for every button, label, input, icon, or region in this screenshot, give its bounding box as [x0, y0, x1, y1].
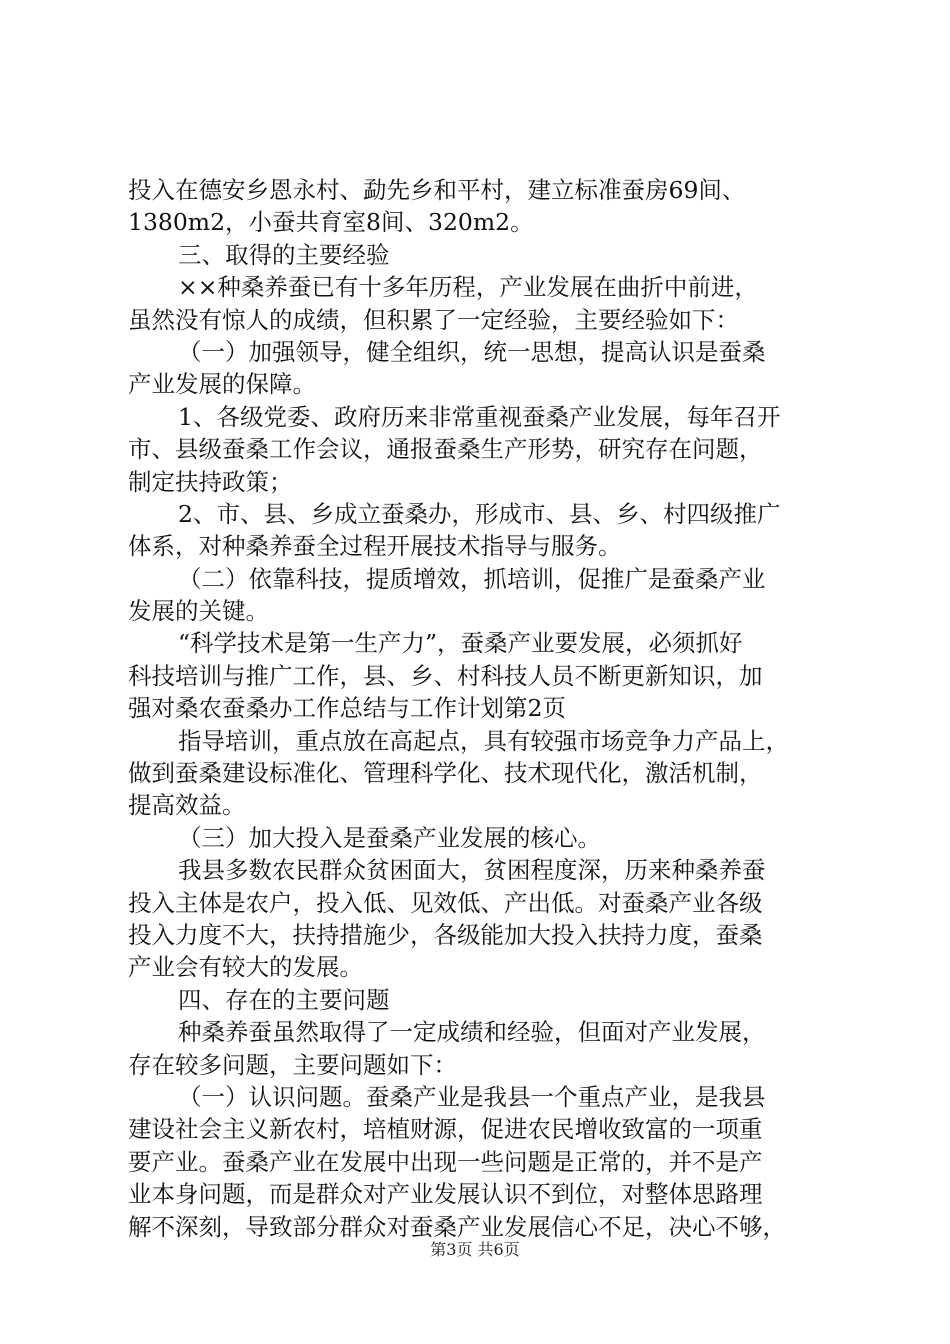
text-line: （三）加大投入是蚕桑产业发展的核心。	[178, 823, 601, 852]
text-line: 虽然没有惊人的成绩，但积累了一定经验，主要经验如下：	[128, 305, 739, 334]
text-line: 要产业。蚕桑产业在发展中出现一些问题是正常的，并不是产	[128, 1147, 763, 1176]
document-body	[128, 174, 840, 1243]
text-line: 建设社会主义新农村，培植财源，促进农民增收致富的一项重	[128, 1115, 763, 1144]
text-line: 制定扶持政策；	[128, 467, 293, 496]
text-line: 指导培训，重点放在高起点，具有较强市场竞争力产品上，	[178, 726, 789, 755]
text-line: ××种桑养蚕已有十多年历程，产业发展在曲折中前进，	[178, 273, 758, 302]
text-line: 发展的关键。	[128, 597, 269, 626]
text-line: 我县多数农民群众贫困面大，贫困程度深，历来种桑养蚕	[178, 856, 766, 885]
text-line: 做到蚕桑建设标准化、管理科学化、技术现代化，激活机制，	[128, 759, 763, 788]
text-line: 科技培训与推广工作，县、乡、村科技人员不断更新知识，加	[128, 661, 763, 690]
text-line: 三、取得的主要经验	[178, 240, 390, 269]
text-line: 解不深刻，导致部分群众对蚕桑产业发展信心不足，决心不够，	[128, 1212, 786, 1241]
text-line: “科学技术是第一生产力”，蚕桑产业要发展，必须抓好	[178, 629, 743, 658]
text-line: 投入力度不大，扶持措施少，各级能加大投入扶持力度，蚕桑	[128, 920, 763, 949]
text-line: 投入主体是农户，投入低、见效低、产出低。对蚕桑产业各级	[128, 888, 763, 917]
text-line: （二）依靠科技，提质增效，抓培训，促推广是蚕桑产业	[178, 564, 766, 593]
text-line: （一）认识问题。蚕桑产业是我县一个重点产业，是我县	[178, 1082, 766, 1111]
text-line: 1、各级党委、政府历来非常重视蚕桑产业发展，每年召开	[178, 402, 781, 431]
text-line: 强对桑农蚕桑办工作总结与工作计划第2页	[128, 694, 566, 723]
page-footer: 第3页 共6页	[430, 1240, 520, 1259]
text-line: 提高效益。	[128, 791, 246, 820]
text-line: 2、市、县、乡成立蚕桑办，形成市、县、乡、村四级推广	[178, 499, 781, 528]
text-line: 存在较多问题，主要问题如下：	[128, 1050, 457, 1079]
text-line: 产业发展的保障。	[128, 370, 316, 399]
text-line: 业本身问题，而是群众对产业发展认识不到位，对整体思路理	[128, 1180, 763, 1209]
text-line: 四、存在的主要问题	[178, 985, 390, 1014]
text-line: 1380m2，小蚕共育室8间、320m2。	[128, 208, 534, 237]
text-line: 体系，对种桑养蚕全过程开展技术指导与服务。	[128, 532, 622, 561]
text-line: 种桑养蚕虽然取得了一定成绩和经验，但面对产业发展，	[178, 1018, 766, 1047]
text-line: （一）加强领导，健全组织，统一思想，提高认识是蚕桑	[178, 337, 766, 366]
text-line: 投入在德安乡恩永村、勐先乡和平村，建立标准蚕房69间、	[128, 176, 746, 204]
text-line: 产业会有较大的发展。	[128, 953, 363, 982]
text-line: 市、县级蚕桑工作会议，通报蚕桑生产形势，研究存在问题，	[128, 435, 763, 464]
